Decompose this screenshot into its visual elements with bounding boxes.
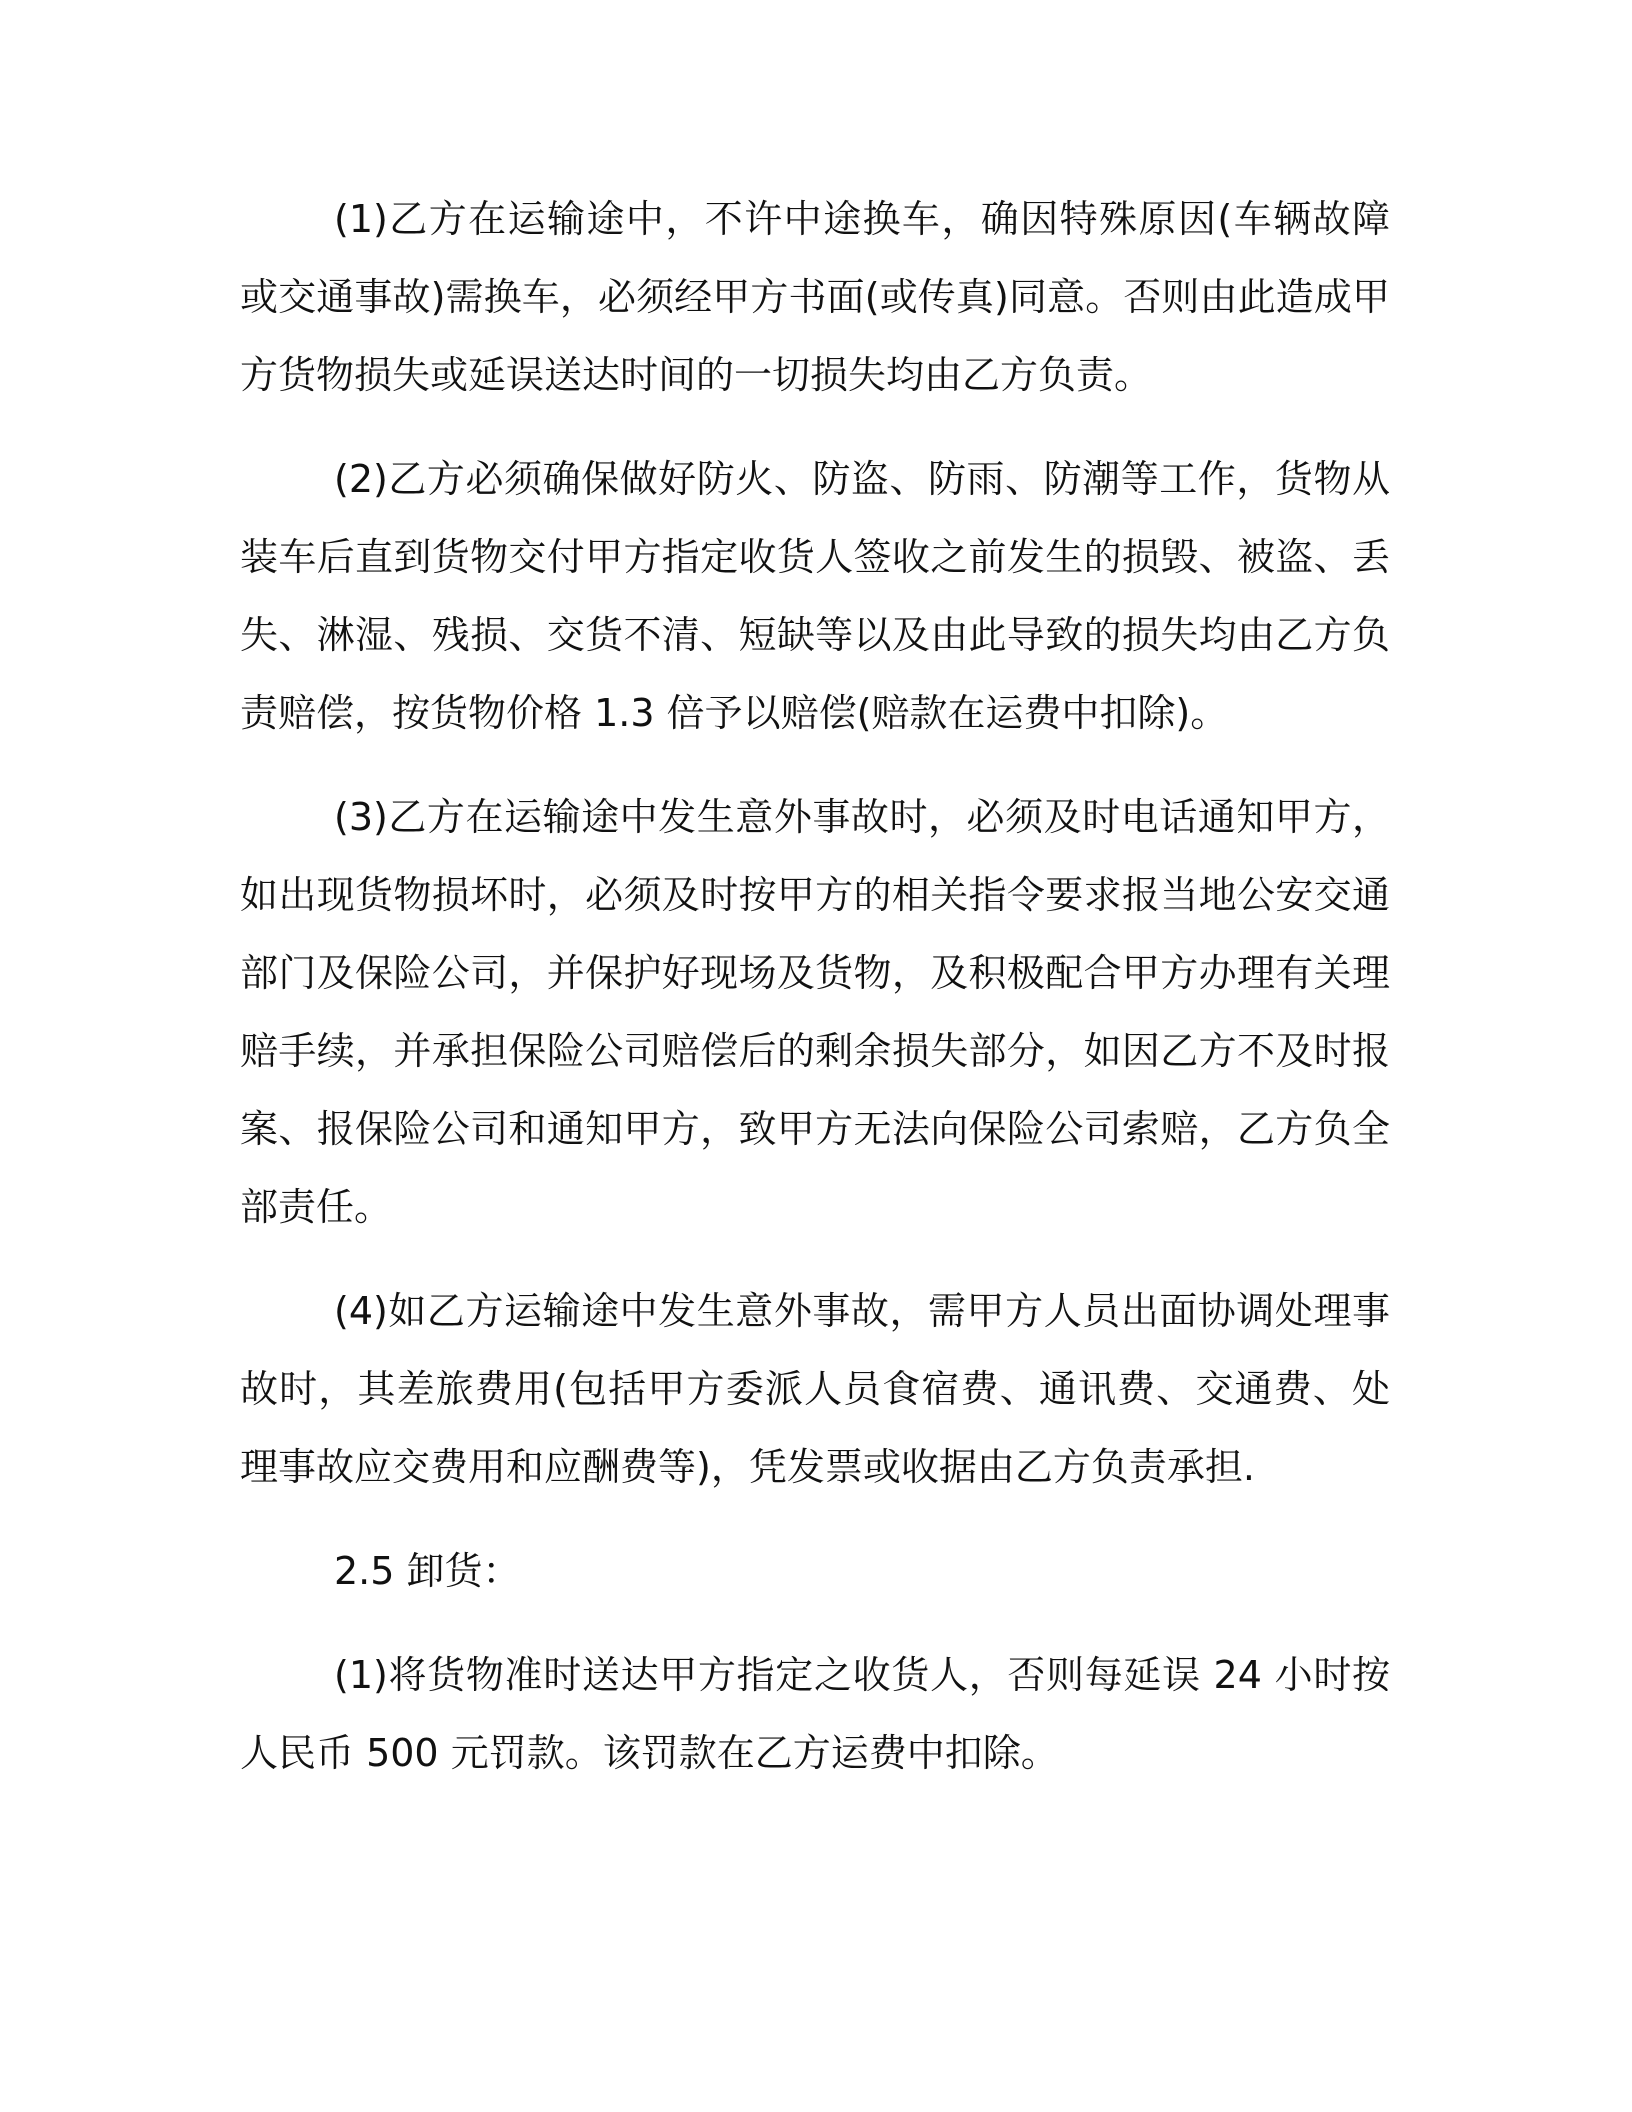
document-body xyxy=(240,180,1390,1818)
unloading-clause-1-delivery: (1)将货物准时送达甲方指定之收货人，否则每延误 24 小时按人民币 500 元罚款。该罚款在乙方运费中扣除。 xyxy=(240,1653,1390,1775)
clause-4-accident-expenses: (4)如乙方运输途中发生意外事故，需甲方人员出面协调处理事故时，其差旅费用(包括甲方委派人员食宿费、通讯费、交通费、处理事故应交费用和应酬费等)，凭发票或收据由乙方负责承担. xyxy=(240,1289,1390,1489)
section-heading-unloading: 2.5 卸货： xyxy=(334,1549,521,1593)
clause-1-change-vehicle: (1)乙方在运输途中，不许中途换车，确因特殊原因(车辆故障或交通事故)需换车，必须经甲方书面(或传真)同意。否则由此造成甲方货物损失或延误送达时间的一切损失均由乙方负责。 xyxy=(240,197,1390,397)
clause-2-cargo-protection: (2)乙方必须确保做好防火、防盗、防雨、防潮等工作，货物从装车后直到货物交付甲方指定收货人签收之前发生的损毁、被盗、丢失、淋湿、残损、交货不清、短缺等以及由此导致的损失均由乙方负责赔偿，按货物价格 1.3 倍予以赔偿(赔款在运费中扣除)。 xyxy=(240,457,1390,735)
clause-3-accident-notification: (3)乙方在运输途中发生意外事故时，必须及时电话通知甲方，如出现货物损坏时，必须及时按甲方的相关指令要求报当地公安交通部门及保险公司，并保护好现场及货物，及积极配合甲方办理有关理赔手续，并承担保险公司赔偿后的剩余损失部分，如因乙方不及时报案、报保险公司和通知甲方，致甲方无法向保险公司索赔，乙方负全部责任。 xyxy=(240,795,1390,1229)
